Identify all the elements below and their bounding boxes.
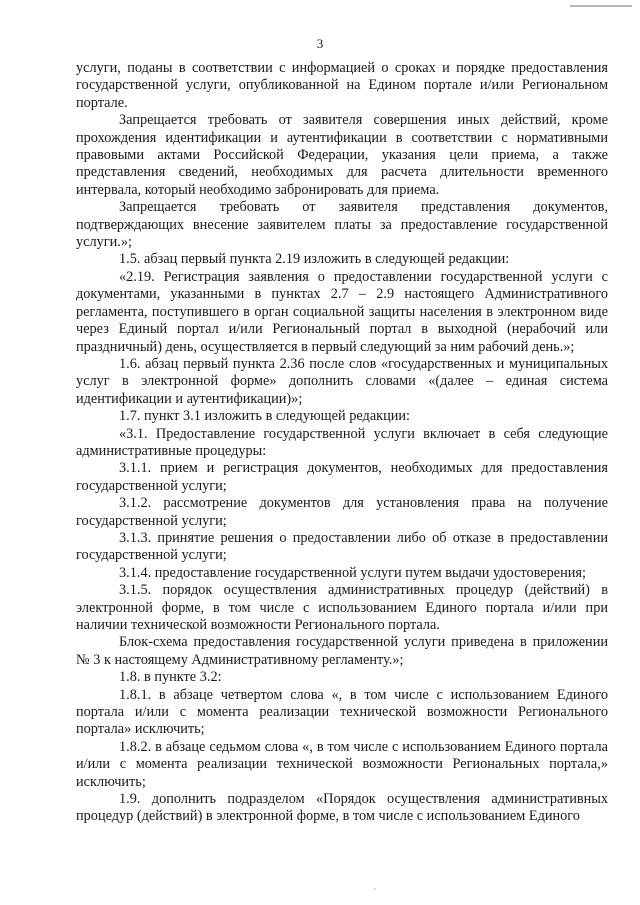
paragraph: Запрещается требовать от заявителя представления документов, подтверждающих внесение заявителем платы за предоставление государственной услуги.»; bbox=[76, 199, 608, 251]
paragraph: 1.8. в пункте 3.2: bbox=[119, 669, 222, 686]
paragraph: 3.1.3. принятие решения о предоставлении либо об отказе в предоставлении государственной услуги; bbox=[76, 529, 608, 564]
paragraph: 1.7. пункт 3.1 изложить в следующей редакции: bbox=[119, 408, 411, 425]
page-number: 3 bbox=[316, 36, 324, 51]
paragraph: Блок-схема предоставления государственной услуги приведена в приложении № 3 к настоящему Административному регламенту.»; bbox=[76, 634, 608, 668]
scan-edge-mark bbox=[570, 5, 632, 7]
paragraph: 3.1.5. порядок осуществления административных процедур (действий) в электронной форме, в том числе с использованием Единого портала и/или при наличии технической возможности Регионального портала. bbox=[76, 582, 608, 633]
paragraph: 3.1.1. прием и регистрация документов, необходимых для предоставления государственной услуги; bbox=[76, 460, 608, 494]
paragraph: 3.1.2. рассмотрение документов для установления права на получение государственной услуги; bbox=[76, 495, 608, 529]
paragraph: 1.8.2. в абзаце седьмом слова «, в том числе с использованием Единого портала и/или с момента реализации технической возможности Региональных портала,» исключить; bbox=[76, 738, 608, 790]
paragraph: 3.1.4. предоставление государственной услуги путем выдачи удостоверения; bbox=[119, 564, 586, 581]
paragraph: 1.9. дополнить подразделом «Порядок осуществления административных процедур (действий) в электронной форме, в том числе с использованием Единого bbox=[76, 791, 608, 825]
paragraph: Запрещается требовать от заявителя совершения иных действий, кроме прохождения идентификации и аутентификации в соответствии с нормативными правовыми актами Российской Федерации, указания цели приема, а также представления сведений, необходимых для расчета длительности временного интервала, который необходимо забронировать для приема. bbox=[76, 112, 608, 198]
paragraph: «3.1. Предоставление государственной услуги включает в себя следующие административные процедуры: bbox=[76, 425, 608, 459]
scan-speck bbox=[374, 888, 376, 890]
paragraph-continuation: услуги, поданы в соответствии с информацией о сроках и порядке предоставления государственной услуги, опубликованной на Едином портале и/или Региональном портале. bbox=[76, 60, 608, 111]
body-text bbox=[76, 60, 608, 826]
paragraph: «2.19. Регистрация заявления о предоставлении государственной услуги с документами, указанными в пунктах 2.7 – 2.9 настоящего Административного регламента, поступившего в орган социальной защиты населения в электронном виде через Единый портал и/или Региональный портал в выходной (нерабочий или праздничный) день, осуществляется в первый следующий за ним рабочий день.»; bbox=[76, 268, 608, 355]
paragraph: 1.8.1. в абзаце четвертом слова «, в том числе с использованием Единого портала и/или с момента реализации технической возможности Регионального портала» исключить; bbox=[76, 686, 608, 738]
paragraph: 1.5. абзац первый пункта 2.19 изложить в следующей редакции: bbox=[119, 251, 510, 268]
paragraph: 1.6. абзац первый пункта 2.36 после слов «государственных и муниципальных услуг в электронной форме» дополнить словами «(далее – единая система идентификации и аутентификации)»; bbox=[76, 355, 608, 407]
